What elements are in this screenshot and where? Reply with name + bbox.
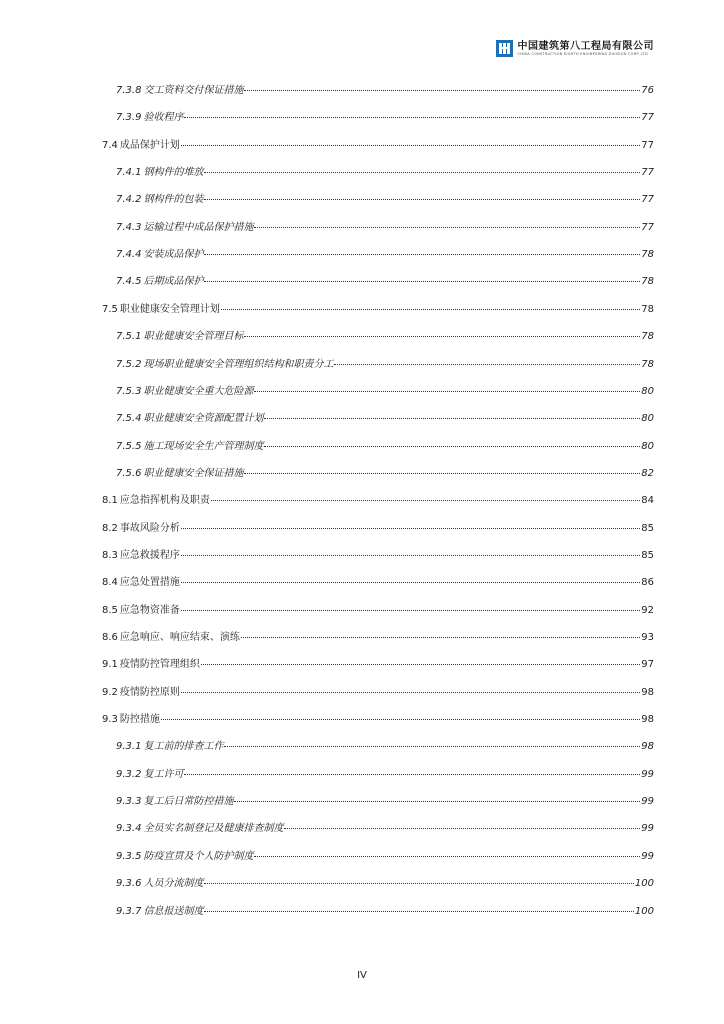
toc-entry-title: 验收程序 <box>143 112 184 124</box>
toc-entry-number: 9.3.7 <box>116 905 142 917</box>
toc-dot-leader <box>244 336 640 337</box>
toc-entry-page: 92 <box>641 604 654 616</box>
toc-dot-leader <box>221 309 640 310</box>
toc-entry-number: 8.1 <box>102 495 118 507</box>
toc-entry-number: 7.5.5 <box>116 440 142 452</box>
toc-entry-title: 职业健康安全保证措施 <box>143 467 244 479</box>
toc-entry-page: 80 <box>641 385 654 397</box>
toc-entry-number: 7.5.4 <box>116 413 142 425</box>
toc-entry-number: 9.3.4 <box>116 823 142 835</box>
toc-entry[interactable] <box>116 819 654 834</box>
toc-dot-leader <box>181 582 640 583</box>
company-logo-icon <box>496 40 513 57</box>
toc-entry[interactable] <box>102 546 654 561</box>
toc-dot-leader <box>184 774 640 775</box>
toc-dot-leader <box>244 473 640 474</box>
toc-entry-title: 信息报送制度 <box>143 905 204 917</box>
toc-dot-leader <box>204 281 640 282</box>
toc-entry-page: 77 <box>641 221 654 233</box>
toc-dot-leader <box>181 610 640 611</box>
toc-entry-number: 7.5.1 <box>116 331 142 343</box>
toc-entry-page: 76 <box>641 85 654 96</box>
company-name-cn: 中国建筑第八工程局有限公司 <box>517 40 654 52</box>
toc-entry-page: 100 <box>634 878 654 890</box>
toc-entry-title: 疫情防控原则 <box>119 686 180 698</box>
toc-entry-title: 职业健康安全管理目标 <box>143 331 244 343</box>
toc-entry-number: 8.4 <box>102 577 118 589</box>
toc-dot-leader <box>244 90 640 91</box>
toc-entry[interactable] <box>102 601 654 616</box>
toc-dot-leader <box>254 391 640 392</box>
toc-entry-title: 应急响应、响应结束、演练 <box>119 632 240 643</box>
toc-entry-page: 99 <box>641 850 654 862</box>
toc-entry-number: 7.5.3 <box>116 385 142 397</box>
toc-entry-number: 8.6 <box>102 632 118 643</box>
toc-dot-leader <box>224 746 640 747</box>
toc-entry-title: 安装成品保护 <box>143 249 204 261</box>
toc-dot-leader <box>161 719 640 720</box>
toc-entry[interactable] <box>116 245 654 260</box>
toc-entry[interactable] <box>116 218 654 233</box>
toc-dot-leader <box>181 528 640 529</box>
toc-entry[interactable] <box>116 190 654 205</box>
toc-entry-title: 钢构件的包装 <box>143 194 204 206</box>
toc-entry-number: 7.3.9 <box>116 112 142 124</box>
toc-dot-leader <box>181 692 640 693</box>
toc-entry-number: 9.3.2 <box>116 768 142 780</box>
toc-entry-number: 9.3 <box>102 714 118 726</box>
toc-entry-number: 9.3.1 <box>116 741 142 753</box>
toc-dot-leader <box>204 911 633 912</box>
toc-entry-title: 应急指挥机构及职责 <box>119 495 210 507</box>
toc-entry-number: 8.5 <box>102 604 118 616</box>
toc-entry-title: 职业健康安全重大危险源 <box>143 385 254 397</box>
toc-entry-page: 98 <box>641 741 654 753</box>
toc-entry[interactable] <box>102 491 654 506</box>
toc-entry[interactable] <box>102 683 654 698</box>
page-header <box>496 40 655 57</box>
toc-entry-number: 8.3 <box>102 549 118 561</box>
toc-dot-leader <box>204 172 640 173</box>
toc-dot-leader <box>204 883 633 884</box>
toc-dot-leader <box>264 446 640 447</box>
toc-entry[interactable] <box>116 765 654 780</box>
toc-entry-page: 78 <box>641 358 654 370</box>
toc-dot-leader <box>204 254 640 255</box>
toc-entry-number: 7.5 <box>102 303 118 315</box>
toc-entry-page: 77 <box>641 194 654 206</box>
toc-entry-title: 现场职业健康安全管理组织结构和职责分工 <box>143 358 334 370</box>
toc-entry-number: 7.3.8 <box>116 85 142 96</box>
toc-entry[interactable] <box>116 163 654 178</box>
toc-entry[interactable] <box>102 655 654 670</box>
toc-entry[interactable] <box>116 792 654 807</box>
toc-entry-title: 复工许可 <box>143 768 184 780</box>
toc-entry-page: 78 <box>641 331 654 343</box>
toc-entry-title: 复工后日常防控措施 <box>143 796 234 808</box>
toc-entry-page: 98 <box>641 686 654 698</box>
toc-entry-title: 交工资料交付保证措施 <box>143 85 244 96</box>
toc-entry-page: 77 <box>641 112 654 124</box>
toc-entry-title: 防控措施 <box>119 714 160 726</box>
toc-entry[interactable] <box>102 519 654 534</box>
toc-dot-leader <box>234 801 640 802</box>
toc-entry-title: 职业健康安全资源配置计划 <box>143 413 264 425</box>
toc-dot-leader <box>284 828 640 829</box>
toc-entry-number: 9.3.5 <box>116 850 142 862</box>
toc-dot-leader <box>254 227 640 228</box>
toc-entry-title: 成品保护计划 <box>119 139 180 151</box>
toc-dot-leader <box>204 199 640 200</box>
toc-dot-leader <box>181 145 640 146</box>
toc-entry-number: 7.4.3 <box>116 221 142 233</box>
toc-entry-title: 疫情防控管理组织 <box>119 659 200 671</box>
toc-entry-page: 98 <box>641 714 654 726</box>
toc-entry-page: 93 <box>641 632 654 643</box>
toc-entry-page: 99 <box>641 768 654 780</box>
toc-dot-leader <box>241 637 640 638</box>
toc-entry-page: 78 <box>641 303 654 315</box>
toc-entry-page: 78 <box>641 249 654 261</box>
toc-dot-leader <box>211 500 640 501</box>
toc-entry-title: 事故风险分析 <box>119 522 180 534</box>
toc-entry-number: 7.4.2 <box>116 194 142 206</box>
toc-entry[interactable] <box>116 355 654 370</box>
toc-entry-page: 99 <box>641 796 654 808</box>
toc-entry[interactable] <box>102 628 654 643</box>
toc-entry-title: 施工现场安全生产管理制度 <box>143 440 264 452</box>
toc-entry-number: 7.4.1 <box>116 167 142 179</box>
toc-entry[interactable] <box>116 272 654 287</box>
toc-dot-leader <box>264 418 640 419</box>
toc-entry[interactable] <box>116 382 654 397</box>
page-number: IV <box>357 970 367 981</box>
toc-entry-number: 7.4.5 <box>116 276 142 288</box>
toc-entry-number: 7.4.4 <box>116 249 142 261</box>
toc-entry[interactable] <box>102 710 654 725</box>
toc-entry[interactable] <box>116 108 654 123</box>
toc-entry-page: 85 <box>641 522 654 534</box>
toc-entry-number: 8.2 <box>102 522 118 534</box>
toc-entry[interactable] <box>116 409 654 424</box>
toc-entry-page: 82 <box>641 467 654 479</box>
toc-entry[interactable] <box>116 874 654 889</box>
toc-entry-number: 9.1 <box>102 659 118 671</box>
toc-entry-title: 运输过程中成品保护措施 <box>143 221 254 233</box>
toc-entry-page: 77 <box>641 139 654 151</box>
toc-entry-page: 78 <box>641 276 654 288</box>
toc-entry[interactable] <box>116 437 654 452</box>
toc-dot-leader <box>181 555 640 556</box>
toc-entry-number: 9.2 <box>102 686 118 698</box>
toc-entry-number: 9.3.3 <box>116 796 142 808</box>
toc-dot-leader <box>184 117 640 118</box>
company-name-en: CHINA CONSTRUCTION EIGHTH ENGINEERING DIVISION CORP.,LTD <box>517 51 648 56</box>
toc-entry-page: 80 <box>641 440 654 452</box>
toc-entry[interactable] <box>116 902 654 917</box>
toc-entry-page: 80 <box>641 413 654 425</box>
toc-entry-title: 后期成品保护 <box>143 276 204 288</box>
toc-entry[interactable] <box>116 737 654 752</box>
toc-entry-number: 7.4 <box>102 139 118 151</box>
toc-entry[interactable] <box>116 81 654 96</box>
toc-dot-leader <box>334 364 640 365</box>
toc-entry[interactable] <box>102 300 654 315</box>
toc-dot-leader <box>201 664 640 665</box>
toc-entry-title: 复工前的排查工作 <box>143 741 224 753</box>
toc-entry-page: 99 <box>641 823 654 835</box>
toc-entry-title: 应急救援程序 <box>119 549 180 561</box>
toc-entry[interactable] <box>102 136 654 151</box>
toc-entry[interactable] <box>116 327 654 342</box>
toc-entry[interactable] <box>116 464 654 479</box>
toc-entry-number: 9.3.6 <box>116 878 142 890</box>
toc-entry-page: 85 <box>641 549 654 561</box>
toc-entry-title: 职业健康安全管理计划 <box>119 303 220 315</box>
toc-entry-page: 86 <box>641 577 654 589</box>
toc-dot-leader <box>254 856 640 857</box>
toc-entry-number: 7.5.6 <box>116 467 142 479</box>
toc-entry-page: 97 <box>641 659 654 671</box>
toc-entry-title: 应急物资准备 <box>119 604 180 616</box>
company-name-block <box>518 41 655 57</box>
toc-entry-page: 84 <box>641 495 654 507</box>
toc-entry[interactable] <box>102 573 654 588</box>
toc-entry[interactable] <box>116 847 654 862</box>
toc-entry-page: 77 <box>641 167 654 179</box>
toc-entry-title: 人员分流制度 <box>143 878 204 890</box>
toc-entry-title: 应急处置措施 <box>119 577 180 589</box>
toc-entry-title: 全员实名制登记及健康排查制度 <box>143 823 284 835</box>
toc-entry-page: 100 <box>634 905 654 917</box>
toc-entry-number: 7.5.2 <box>116 358 142 370</box>
toc-entry-title: 防疫宣贯及个人防护制度 <box>143 850 254 862</box>
toc-entry-title: 钢构件的堆放 <box>143 167 204 179</box>
